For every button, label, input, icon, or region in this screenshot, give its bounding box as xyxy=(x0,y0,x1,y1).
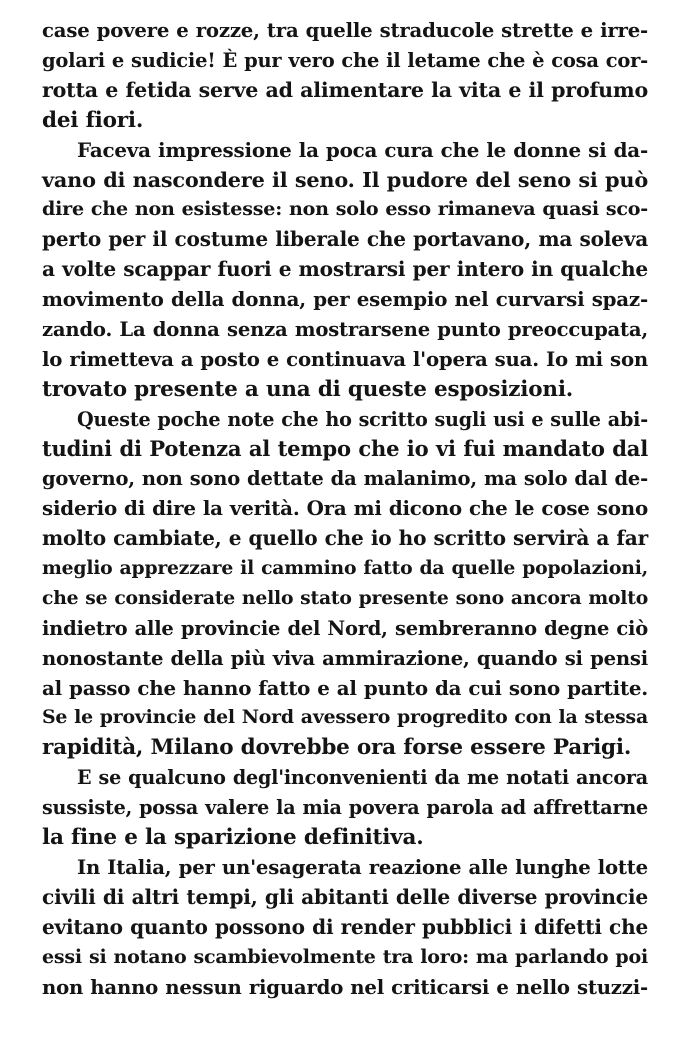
paragraph-1 xyxy=(42,16,648,136)
text-line: civili di altri tempi, gli abitanti delle diverse provincie xyxy=(42,884,648,909)
text-line: movimento della donna, per esempio nel curvarsi spaz- xyxy=(42,287,648,312)
text-line: Faceva impressione la poca cura che le donne si da- xyxy=(77,137,648,162)
text-line: la fine e la sparizione definitiva. xyxy=(42,825,424,851)
text-line: essi si notano scambievolmente tra loro: ma parlando poi xyxy=(42,945,648,968)
text-line: rapidità, Milano dovrebbe ora forse essere Parigi. xyxy=(42,735,632,761)
text-line: case povere e rozze, tra quelle straducole strette e irre- xyxy=(42,19,648,42)
text-line: trovato presente a una di queste esposizioni. xyxy=(42,376,574,402)
text-line: evitano quanto possono di render pubblici i difetti che xyxy=(42,914,648,939)
text-line: indietro alle provincie del Nord, sembreranno degne ciò xyxy=(42,616,648,640)
text-line: che se considerate nello stato presente sono ancora molto xyxy=(42,586,648,609)
text-line: lo rimetteva a posto e continuava l'opera sua. Io mi son xyxy=(42,347,648,371)
text-line: non hanno nessun riguardo nel criticarsi e nello stuzzi- xyxy=(42,975,648,999)
text-line: In Italia, per un'esagerata reazione alle lunghe lotte xyxy=(77,855,648,879)
book-page-text xyxy=(42,16,648,1002)
text-line: zando. La donna senza mostrarsene punto preoccupata, xyxy=(42,317,648,341)
text-line: molto cambiate, e quello che io ho scritto servirà a far xyxy=(42,526,648,551)
text-line: meglio apprezzare il cammino fatto da quelle popolazioni, xyxy=(42,557,648,580)
text-line: nonostante della più viva ammirazione, quando si pensi xyxy=(42,646,648,670)
text-line: siderio di dire la verità. Ora mi dicono che le cose sono xyxy=(42,496,648,521)
paragraph-3 xyxy=(42,405,648,764)
paragraph-2 xyxy=(42,136,648,405)
text-line: rotta e fetida serve ad alimentare la vita e il profumo xyxy=(42,77,648,102)
text-line: E se qualcuno degl'inconvenienti da me notati ancora xyxy=(77,766,648,790)
text-line: dei fiori. xyxy=(42,107,144,133)
text-line: tudini di Potenza al tempo che io vi fui mandato dal xyxy=(42,436,648,462)
text-line: vano di nascondere il seno. Il pudore del seno si può xyxy=(42,167,648,193)
text-line: perto per il costume liberale che portavano, ma soleva xyxy=(42,227,648,252)
text-line: golari e sudicie! È pur vero che il letame che è cosa cor- xyxy=(42,48,648,72)
paragraph-4 xyxy=(42,763,648,853)
text-line: Queste poche note che ho scritto sugli usi e sulle abi- xyxy=(77,407,648,431)
text-line: al passo che hanno fatto e al punto da cui sono partite. xyxy=(42,675,648,700)
text-line: a volte scappar fuori e mostrarsi per intero in qualche xyxy=(42,257,648,282)
text-line: dire che non esistesse: non solo esso rimaneva quasi sco- xyxy=(42,198,648,221)
text-line: governo, non sono dettate da malanimo, ma solo dal de- xyxy=(42,467,648,491)
paragraph-5 xyxy=(42,853,648,1002)
text-line: Se le provincie del Nord avessero progredito con la stessa xyxy=(42,706,648,729)
text-line: sussiste, possa valere la mia povera parola ad affrettarne xyxy=(42,796,648,820)
